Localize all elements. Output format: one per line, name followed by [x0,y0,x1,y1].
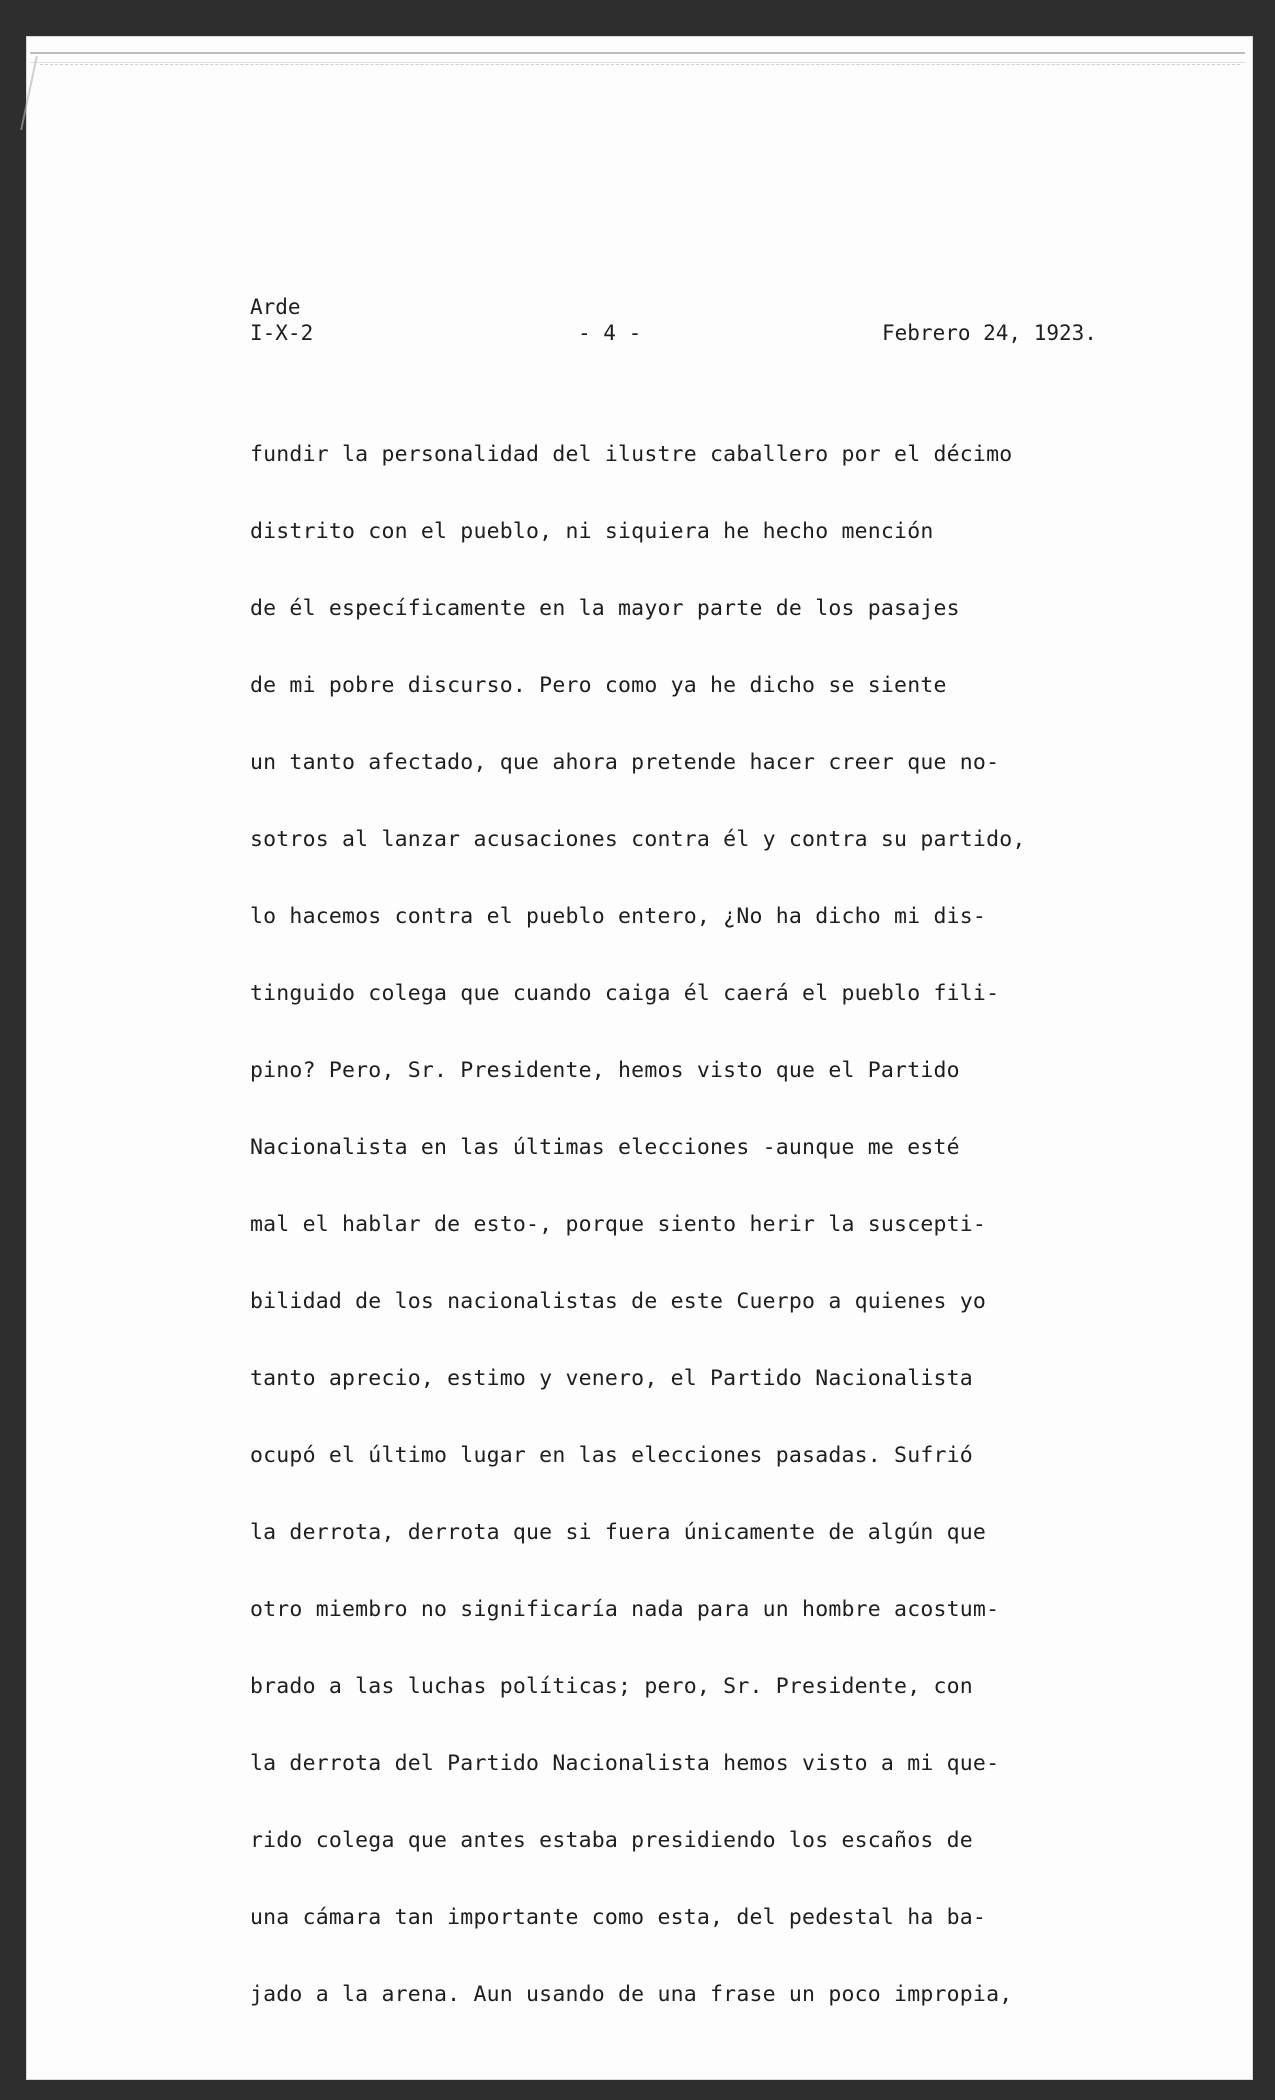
text-line: jado a la arena. Aun usando de una frase un poco impropia, [250,1982,1013,2007]
text-line: tanto aprecio, estimo y venero, el Partido Nacionalista [250,1366,973,1391]
text-line: una cámara tan importante como esta, del pedestal ha ba- [250,1905,987,1930]
text-line: bilidad de los nacionalistas de este Cuerpo a quienes yo [250,1289,987,1314]
text-line: brado a las luchas políticas; pero, Sr. Presidente, con [250,1674,973,1699]
text-line: ocupó el último lugar en las elecciones pasadas. Sufrió [250,1443,973,1468]
document-content [26,36,1253,2080]
paper-top-edge [30,52,1245,63]
text-line: otro miembro no significaría nada para un hombre acostum- [250,1597,1000,1622]
text-line: la derrota, derrota que si fuera únicamente de algún que [250,1520,987,1545]
page-header [250,294,1150,374]
text-line: mal el hablar de esto-, porque siento herir la suscepti- [250,1212,987,1237]
header-document-code: I-X-2 [250,321,314,345]
text-line: de mi pobre discurso. Pero como ya he dicho se siente [250,673,947,698]
text-line: tinguido colega que cuando caiga él caerá el pueblo fili- [250,981,1000,1006]
typewritten-page [26,36,1253,2080]
paper-fold-line [40,64,1240,65]
text-line: de él específicamente en la mayor parte de los pasajes [250,596,960,621]
text-line: distrito con el pueblo, ni siquiera he hecho mención [250,519,934,544]
header-author: Arde [250,295,301,319]
text-line: rido colega que antes estaba presidiendo los escaños de [250,1828,973,1853]
text-line: sotros al lanzar acusaciones contra él y contra su partido, [250,827,1026,852]
text-line: fundir la personalidad del ilustre caballero por el décimo [250,442,1013,467]
header-date: Febrero 24, 1923. [882,321,1097,345]
text-line: pino? Pero, Sr. Presidente, hemos visto que el Partido [250,1058,960,1083]
text-line: Nacionalista en las últimas elecciones -aunque me esté [250,1135,960,1160]
text-line: un tanto afectado, que ahora pretende hacer creer que no- [250,750,1000,775]
body-text [250,416,1170,2033]
text-line: lo hacemos contra el pueblo entero, ¿No ha dicho mi dis- [250,904,987,929]
text-line: la derrota del Partido Nacionalista hemos visto a mi que- [250,1751,1000,1776]
header-page-number: - 4 - [578,321,642,345]
